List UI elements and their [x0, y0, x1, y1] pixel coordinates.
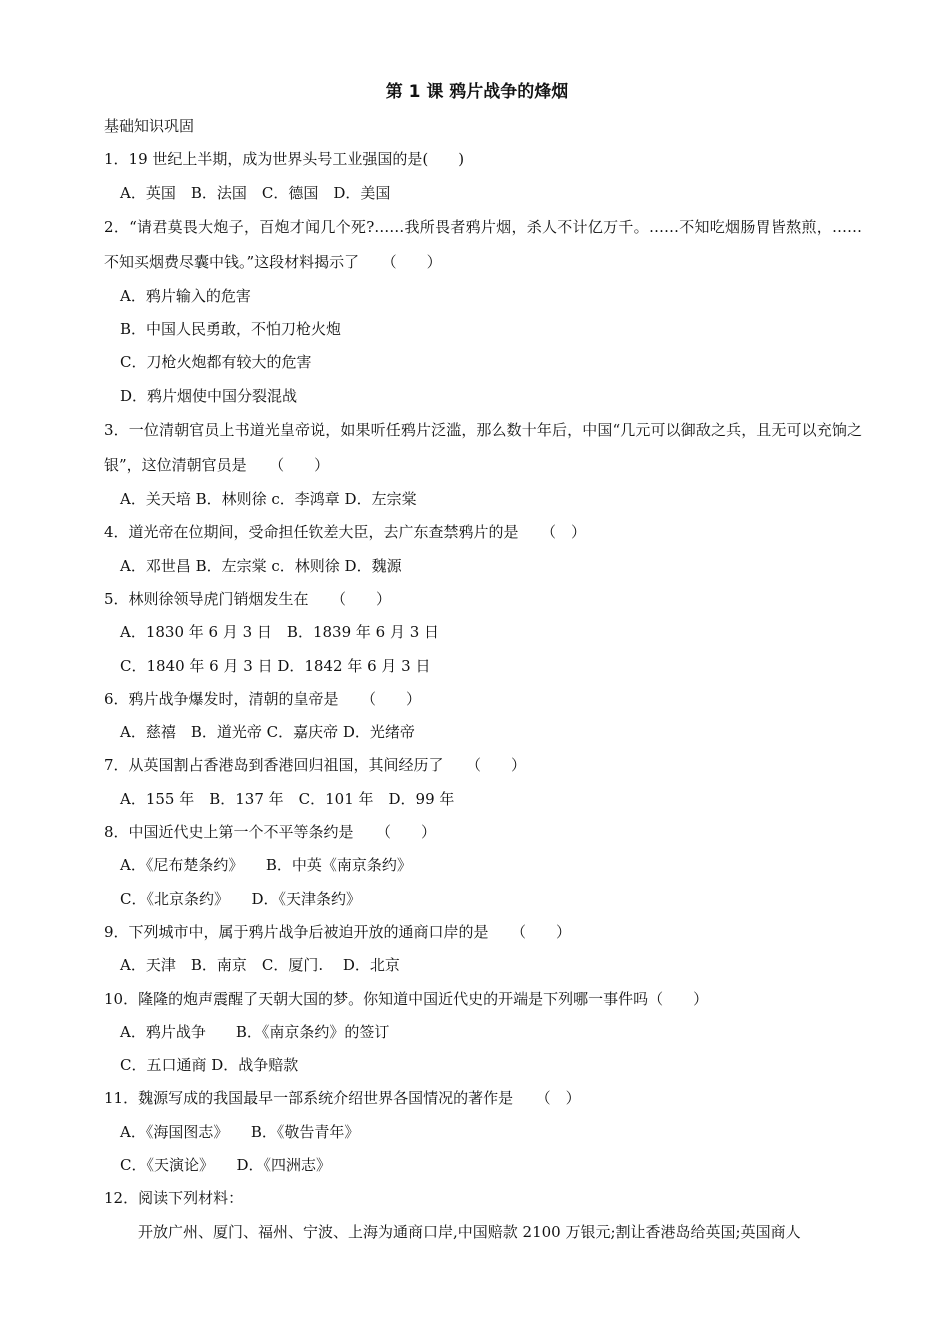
question-9-stem: 9．下列城市中，属于鸦片战争后被迫开放的通商口岸的是 （ ） [104, 922, 572, 941]
question-11-stem: 11．魏源写成的我国最早一部系统介绍世界各国情况的著作是 （ ） [104, 1089, 581, 1108]
question-2-option-a: A．鸦片输入的危害 [120, 286, 251, 305]
question-1-stem: 1．19 世纪上半期，成为世界头号工业强国的是( ) [104, 150, 465, 169]
question-5-options-ab: A．1830 年 6 月 3 日 B．1839 年 6 月 3 日 [120, 623, 440, 642]
reading-material: 开放广州、厦门、福州、宁波、上海为通商口岸,中国赔款 2100 万银元;割让香港岛给英国;英国商人 [138, 1222, 801, 1241]
question-4-options: A．邓世昌 B．左宗棠 c．林则徐 D．魏源 [120, 556, 402, 575]
question-1-options: A．英国 B．法国 C．德国 D．美国 [120, 183, 391, 202]
question-9-options: A．天津 B．南京 C．厦门. D．北京 [120, 956, 400, 975]
section-heading: 基础知识巩固 [104, 117, 195, 135]
question-6-stem: 6．鸦片战争爆发时，清朝的皇帝是 （ ） [104, 689, 422, 708]
question-6-options: A．慈禧 B．道光帝 C．嘉庆帝 D．光绪帝 [120, 723, 415, 742]
question-10-options-ab: A．鸦片战争 B．《南京条约》的签订 [120, 1022, 390, 1041]
question-2-option-d: D．鸦片烟使中国分裂混战 [120, 386, 298, 405]
question-5-options-cd: C．1840 年 6 月 3 日 D．1842 年 6 月 3 日 [120, 656, 431, 675]
question-2-option-b: B．中国人民勇敢，不怕刀枪火炮 [120, 320, 342, 339]
question-10-stem: 10．隆隆的炮声震醒了天朝大国的梦。你知道中国近代史的开端是下列哪一事件吗（ ） [104, 989, 709, 1008]
question-11-options-cd: C．《天演论》 D．《四洲志》 [120, 1156, 332, 1175]
question-11-options-ab: A．《海国图志》 B．《敬告青年》 [120, 1122, 360, 1141]
question-8-options-ab: A．《尼布楚条约》 B．中英《南京条约》 [120, 856, 412, 875]
question-5-stem: 5．林则徐领导虎门销烟发生在 （ ） [104, 589, 392, 608]
question-3-stem: 3．一位清朝官员上书道光皇帝说，如果听任鸦片泛滥，那么数十年后，中国“几元可以御敌之兵，且无可以充饷之银”，这位清朝官员是 （ ） [104, 421, 862, 475]
question-7-stem: 7．从英国割占香港岛到香港回归祖国，其间经历了 （ ） [104, 756, 527, 775]
question-4-stem: 4．道光帝在位期间，受命担任钦差大臣，去广东查禁鸦片的是 （ ） [104, 523, 587, 542]
question-10-options-cd: C．五口通商 D．战争赔款 [120, 1056, 299, 1075]
question-2-option-c: C．刀枪火炮都有较大的危害 [120, 353, 312, 372]
question-8-stem: 8．中国近代史上第一个不平等条约是 （ ） [104, 823, 437, 842]
question-7-options: A．155 年 B．137 年 C．101 年 D．99 年 [120, 789, 455, 808]
question-2-stem: 2．“请君莫畏大炮子，百炮才闻几个死?……我所畏者鸦片烟，杀人不计亿万千。……不知吃烟肠胃皆熬煎，……不知买烟费尽囊中钱。”这段材料揭示了 （ ） [104, 217, 862, 271]
question-3-options: A．关天培 B．林则徐 c．李鸿章 D．左宗棠 [120, 490, 417, 509]
question-12-stem: 12．阅读下列材料： [104, 1189, 244, 1208]
question-8-options-cd: C．《北京条约》 D．《天津条约》 [120, 889, 362, 908]
lesson-title: 第 1 课 鸦片战争的烽烟 [385, 82, 569, 102]
